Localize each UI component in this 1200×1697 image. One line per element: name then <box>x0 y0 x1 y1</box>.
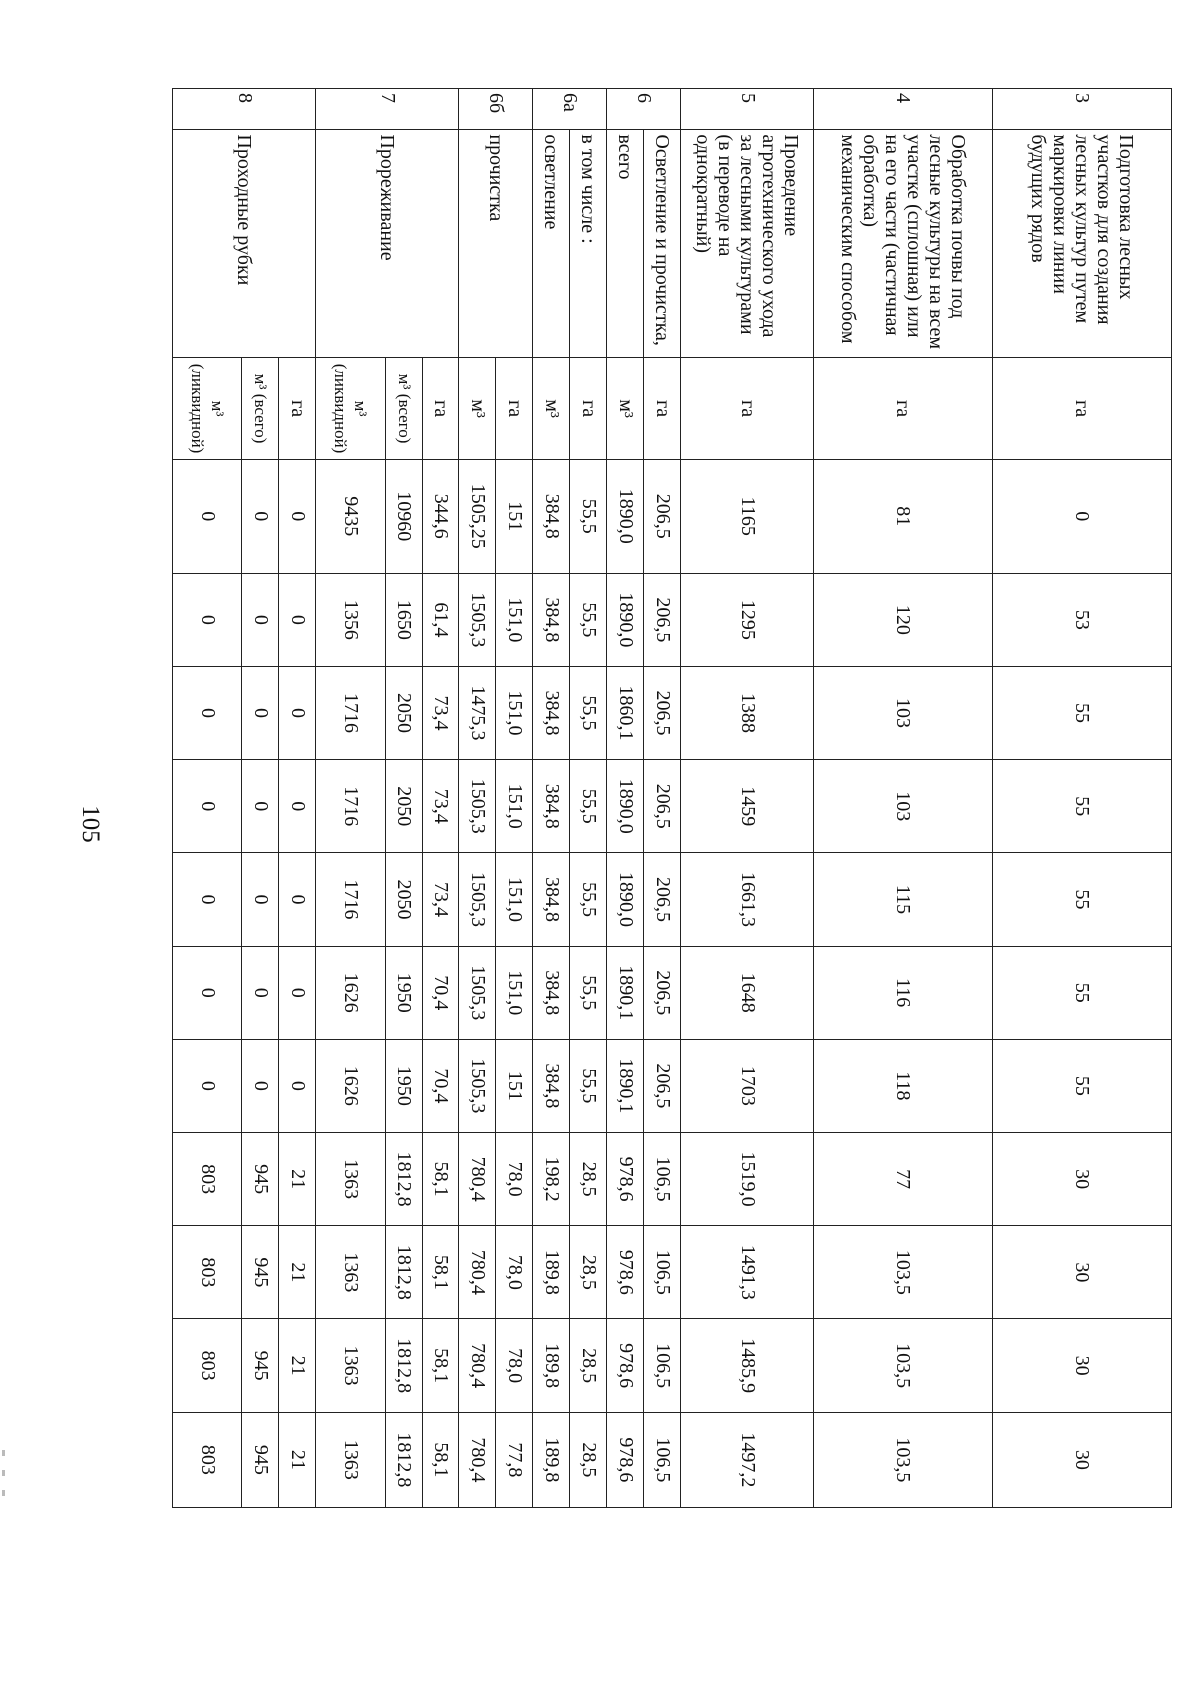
unit-cell: м³ (всего) <box>385 358 422 460</box>
value-cell: 945 <box>242 1133 279 1226</box>
value-cell: 1626 <box>316 946 385 1039</box>
value-cell: 803 <box>173 1133 242 1226</box>
value-cell: 21 <box>279 1319 316 1412</box>
table-row <box>681 89 814 1508</box>
row-number-cell: 3 <box>993 89 1172 130</box>
activity-name-text: в том числе : <box>577 134 600 244</box>
value-cell: 77,8 <box>496 1412 533 1507</box>
value-cell: 1860,1 <box>607 666 644 759</box>
value-cell: 0 <box>173 946 242 1039</box>
value-cell: 1890,0 <box>607 853 644 946</box>
value-cell: 58,1 <box>422 1133 459 1226</box>
value-cell: 55 <box>993 1039 1172 1132</box>
value-cell: 803 <box>173 1412 242 1507</box>
value-cell: 206,5 <box>644 760 681 853</box>
value-cell: 0 <box>242 459 279 573</box>
value-cell: 1505,3 <box>459 853 496 946</box>
value-cell: 945 <box>242 1226 279 1319</box>
value-cell: 0 <box>279 760 316 853</box>
row-number-cell: 6а <box>533 89 607 130</box>
value-cell: 103,5 <box>814 1226 993 1319</box>
value-cell: 55,5 <box>570 853 607 946</box>
value-cell: 1812,8 <box>385 1226 422 1319</box>
value-cell: 206,5 <box>644 853 681 946</box>
value-cell: 1505,3 <box>459 760 496 853</box>
value-cell: 78,0 <box>496 1133 533 1226</box>
page-number: 105 <box>77 805 104 843</box>
value-cell: 151 <box>496 1039 533 1132</box>
value-cell: 189,8 <box>533 1319 570 1412</box>
value-cell: 0 <box>279 853 316 946</box>
value-cell: 55,5 <box>570 666 607 759</box>
value-cell: 55 <box>993 853 1172 946</box>
table-row <box>993 89 1172 1508</box>
value-cell: 189,8 <box>533 1412 570 1507</box>
value-cell: 1165 <box>681 459 814 573</box>
value-cell: 803 <box>173 1319 242 1412</box>
activities-table <box>172 88 1172 1508</box>
value-cell: 0 <box>242 666 279 759</box>
value-cell: 0 <box>279 573 316 666</box>
table-body <box>173 89 1172 1508</box>
value-cell: 30 <box>993 1133 1172 1226</box>
value-cell: 73,4 <box>422 760 459 853</box>
unit-cell: га <box>422 358 459 460</box>
value-cell: 30 <box>993 1412 1172 1507</box>
activity-name-text: Прореживание <box>376 134 399 261</box>
unit-cell: га <box>993 358 1172 460</box>
scan-mark <box>2 1490 5 1496</box>
value-cell: 803 <box>173 1226 242 1319</box>
value-cell: 78,0 <box>496 1319 533 1412</box>
value-cell: 2050 <box>385 666 422 759</box>
value-cell: 55,5 <box>570 1039 607 1132</box>
unit-cell: га <box>496 358 533 460</box>
value-cell: 73,4 <box>422 853 459 946</box>
value-cell: 1295 <box>681 573 814 666</box>
value-cell: 0 <box>173 1039 242 1132</box>
unit-cell: м³ (ликвидной) <box>173 358 242 460</box>
value-cell: 55,5 <box>570 459 607 573</box>
value-cell: 198,2 <box>533 1133 570 1226</box>
value-cell: 1890,1 <box>607 946 644 1039</box>
value-cell: 55,5 <box>570 946 607 1039</box>
value-cell: 53 <box>993 573 1172 666</box>
value-cell: 106,5 <box>644 1133 681 1226</box>
value-cell: 61,4 <box>422 573 459 666</box>
value-cell: 1459 <box>681 760 814 853</box>
value-cell: 206,5 <box>644 666 681 759</box>
value-cell: 103,5 <box>814 1319 993 1412</box>
activity-name-cell <box>814 130 993 358</box>
unit-cell: га <box>681 358 814 460</box>
value-cell: 1491,3 <box>681 1226 814 1319</box>
value-cell: 1519,0 <box>681 1133 814 1226</box>
activity-name-cell: осветление <box>533 130 570 358</box>
value-cell: 780,4 <box>459 1226 496 1319</box>
activity-name-text: Проведение агротехнического ухода за лесными культурами (в переводе на однократный) <box>692 134 803 338</box>
value-cell: 115 <box>814 853 993 946</box>
table-row <box>814 89 993 1508</box>
value-cell: 978,6 <box>607 1319 644 1412</box>
activity-name-cell <box>644 130 681 358</box>
table-row <box>279 89 316 1508</box>
unit-cell: га <box>644 358 681 460</box>
table-rotator <box>172 88 1172 1508</box>
value-cell: 58,1 <box>422 1412 459 1507</box>
value-cell: 189,8 <box>533 1226 570 1319</box>
value-cell: 1648 <box>681 946 814 1039</box>
value-cell: 206,5 <box>644 946 681 1039</box>
value-cell: 780,4 <box>459 1133 496 1226</box>
value-cell: 0 <box>279 666 316 759</box>
value-cell: 1356 <box>316 573 385 666</box>
table-rotated-content <box>172 88 1172 1508</box>
unit-cell: га <box>814 358 993 460</box>
value-cell: 103 <box>814 760 993 853</box>
value-cell: 28,5 <box>570 1412 607 1507</box>
value-cell: 30 <box>993 1226 1172 1319</box>
value-cell: 0 <box>173 666 242 759</box>
activity-name-cell <box>993 130 1172 358</box>
unit-cell: м³ <box>533 358 570 460</box>
activity-name-cell <box>681 130 814 358</box>
activity-name-cell <box>459 130 533 358</box>
value-cell: 978,6 <box>607 1412 644 1507</box>
value-cell: 384,8 <box>533 946 570 1039</box>
value-cell: 55 <box>993 760 1172 853</box>
value-cell: 206,5 <box>644 1039 681 1132</box>
value-cell: 1505,3 <box>459 946 496 1039</box>
value-cell: 73,4 <box>422 666 459 759</box>
value-cell: 384,8 <box>533 666 570 759</box>
value-cell: 1505,3 <box>459 1039 496 1132</box>
value-cell: 151,0 <box>496 946 533 1039</box>
value-cell: 0 <box>173 760 242 853</box>
value-cell: 0 <box>279 946 316 1039</box>
unit-cell: га <box>570 358 607 460</box>
value-cell: 1485,9 <box>681 1319 814 1412</box>
value-cell: 384,8 <box>533 853 570 946</box>
activity-name-cell: всего <box>607 130 644 358</box>
value-cell: 2050 <box>385 760 422 853</box>
value-cell: 78,0 <box>496 1226 533 1319</box>
value-cell: 151,0 <box>496 760 533 853</box>
row-number-cell: 6б <box>459 89 533 130</box>
row-number-cell: 7 <box>316 89 459 130</box>
value-cell: 1812,8 <box>385 1319 422 1412</box>
value-cell: 120 <box>814 573 993 666</box>
value-cell: 151 <box>496 459 533 573</box>
value-cell: 21 <box>279 1412 316 1507</box>
table-row <box>607 89 644 1508</box>
unit-cell: м³ (ликвидной) <box>316 358 385 460</box>
unit-cell: м³ (всего) <box>242 358 279 460</box>
table-row <box>644 89 681 1508</box>
value-cell: 1812,8 <box>385 1133 422 1226</box>
value-cell: 28,5 <box>570 1319 607 1412</box>
scan-mark <box>2 1450 5 1456</box>
activity-name-text: Осветление и прочистка, <box>651 134 674 346</box>
value-cell: 0 <box>173 459 242 573</box>
value-cell: 1475,3 <box>459 666 496 759</box>
activity-name-text: прочистка <box>484 134 507 222</box>
value-cell: 206,5 <box>644 573 681 666</box>
value-cell: 103,5 <box>814 1412 993 1507</box>
value-cell: 0 <box>173 853 242 946</box>
value-cell: 2050 <box>385 853 422 946</box>
value-cell: 55 <box>993 946 1172 1039</box>
row-number-cell: 6 <box>607 89 681 130</box>
unit-cell: м³ <box>607 358 644 460</box>
activity-name-text: Подготовка лесных участков для создания лесных культур путем маркировки линии будущих рядов <box>1027 134 1137 325</box>
value-cell: 81 <box>814 459 993 573</box>
activity-name-cell <box>316 130 459 358</box>
value-cell: 116 <box>814 946 993 1039</box>
value-cell: 780,4 <box>459 1412 496 1507</box>
activity-name-cell <box>173 130 316 358</box>
value-cell: 1890,0 <box>607 573 644 666</box>
value-cell: 28,5 <box>570 1133 607 1226</box>
value-cell: 384,8 <box>533 573 570 666</box>
unit-cell: га <box>279 358 316 460</box>
table-row <box>496 89 533 1508</box>
value-cell: 1890,0 <box>607 760 644 853</box>
value-cell: 1812,8 <box>385 1412 422 1507</box>
value-cell: 1650 <box>385 573 422 666</box>
activity-name-text: Проходные рубки <box>233 134 256 286</box>
value-cell: 77 <box>814 1133 993 1226</box>
value-cell: 58,1 <box>422 1226 459 1319</box>
value-cell: 978,6 <box>607 1133 644 1226</box>
value-cell: 1626 <box>316 1039 385 1132</box>
value-cell: 1363 <box>316 1319 385 1412</box>
value-cell: 0 <box>242 760 279 853</box>
value-cell: 1363 <box>316 1133 385 1226</box>
value-cell: 28,5 <box>570 1226 607 1319</box>
value-cell: 1661,3 <box>681 853 814 946</box>
value-cell: 106,5 <box>644 1226 681 1319</box>
value-cell: 0 <box>279 1039 316 1132</box>
value-cell: 0 <box>173 573 242 666</box>
value-cell: 945 <box>242 1412 279 1507</box>
table-row <box>570 89 607 1508</box>
value-cell: 1388 <box>681 666 814 759</box>
value-cell: 384,8 <box>533 1039 570 1132</box>
value-cell: 0 <box>242 573 279 666</box>
value-cell: 1505,3 <box>459 573 496 666</box>
value-cell: 1703 <box>681 1039 814 1132</box>
value-cell: 1890,1 <box>607 1039 644 1132</box>
row-number-cell: 5 <box>681 89 814 130</box>
value-cell: 206,5 <box>644 459 681 573</box>
value-cell: 10960 <box>385 459 422 573</box>
value-cell: 0 <box>242 1039 279 1132</box>
value-cell: 58,1 <box>422 1319 459 1412</box>
value-cell: 0 <box>242 946 279 1039</box>
value-cell: 384,8 <box>533 459 570 573</box>
value-cell: 151,0 <box>496 666 533 759</box>
value-cell: 978,6 <box>607 1226 644 1319</box>
value-cell: 55,5 <box>570 573 607 666</box>
value-cell: 21 <box>279 1133 316 1226</box>
value-cell: 1716 <box>316 760 385 853</box>
value-cell: 21 <box>279 1226 316 1319</box>
value-cell: 945 <box>242 1319 279 1412</box>
value-cell: 1950 <box>385 946 422 1039</box>
scan-mark <box>2 1470 5 1476</box>
value-cell: 780,4 <box>459 1319 496 1412</box>
value-cell: 151,0 <box>496 853 533 946</box>
unit-cell: м³ <box>459 358 496 460</box>
value-cell: 106,5 <box>644 1412 681 1507</box>
value-cell: 1950 <box>385 1039 422 1132</box>
value-cell: 1716 <box>316 853 385 946</box>
activity-name-cell <box>570 130 607 358</box>
table-row <box>533 89 570 1508</box>
value-cell: 1497,2 <box>681 1412 814 1507</box>
value-cell: 1363 <box>316 1412 385 1507</box>
value-cell: 118 <box>814 1039 993 1132</box>
value-cell: 55,5 <box>570 760 607 853</box>
row-number-cell: 4 <box>814 89 993 130</box>
value-cell: 106,5 <box>644 1319 681 1412</box>
value-cell: 0 <box>279 459 316 573</box>
value-cell: 1363 <box>316 1226 385 1319</box>
value-cell: 55 <box>993 666 1172 759</box>
value-cell: 344,6 <box>422 459 459 573</box>
value-cell: 9435 <box>316 459 385 573</box>
row-number-cell: 8 <box>173 89 316 130</box>
value-cell: 1716 <box>316 666 385 759</box>
value-cell: 384,8 <box>533 760 570 853</box>
value-cell: 70,4 <box>422 1039 459 1132</box>
value-cell: 30 <box>993 1319 1172 1412</box>
value-cell: 1505,25 <box>459 459 496 573</box>
activity-name-text: Обработка почвы под лесные культуры на всем участке (сплошная) или на его части (частичная обработка) механическим способом <box>837 134 969 350</box>
value-cell: 103 <box>814 666 993 759</box>
value-cell: 1890,0 <box>607 459 644 573</box>
value-cell: 70,4 <box>422 946 459 1039</box>
table-row <box>422 89 459 1508</box>
value-cell: 0 <box>993 459 1172 573</box>
value-cell: 151,0 <box>496 573 533 666</box>
value-cell: 0 <box>242 853 279 946</box>
